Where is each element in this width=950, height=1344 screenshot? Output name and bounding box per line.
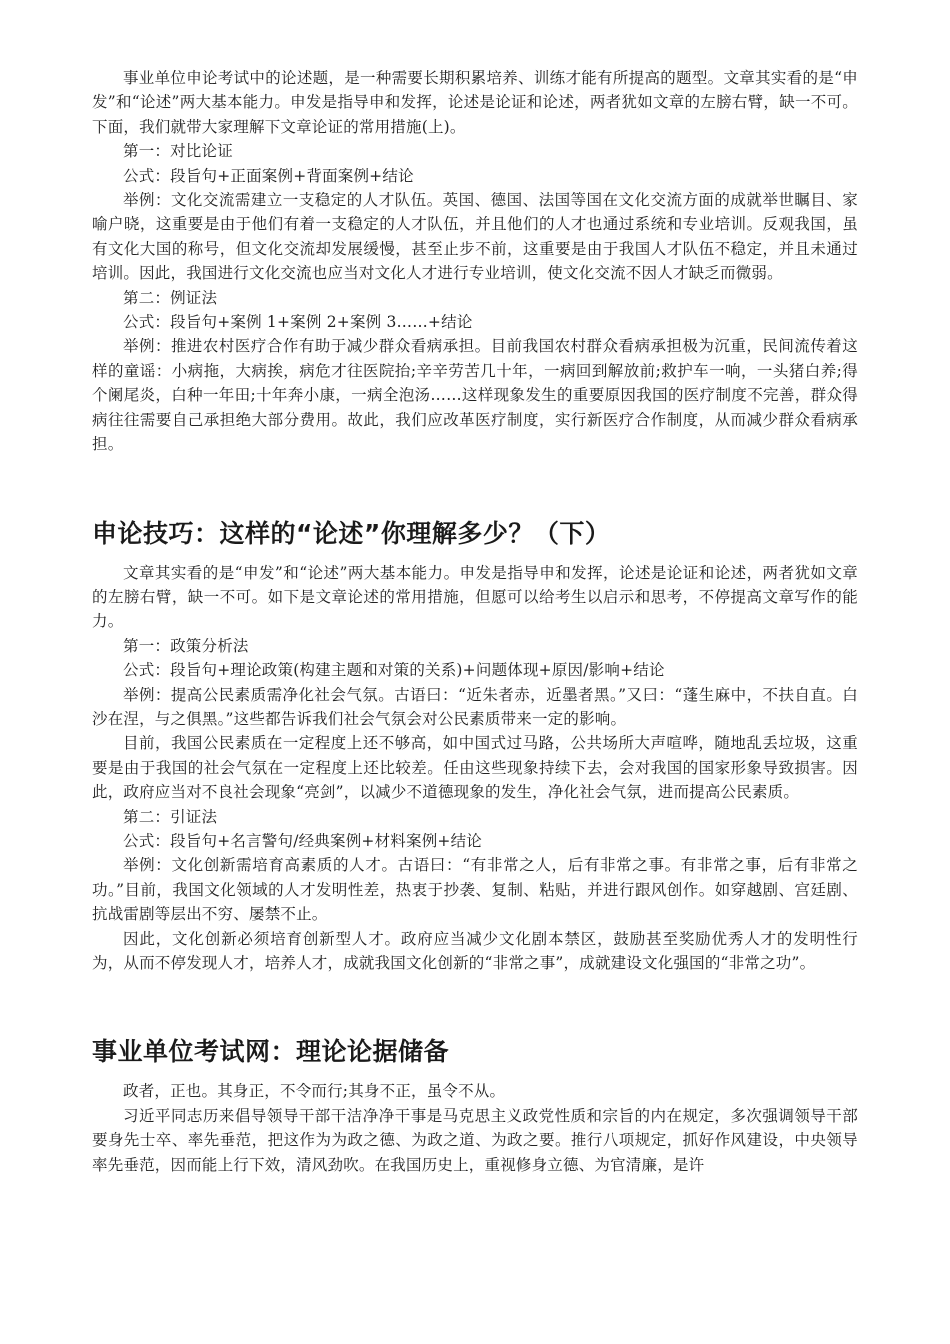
method-formula-citation: 公式：段旨句+名言警句/经典案例+材料案例+结论 — [123, 831, 482, 850]
method-example-contrast: 举例：文化交流需建立一支稳定的人才队伍。英国、德国、法国等国在文化交流方面的成就举世瞩目、家喻户晓，这重要是由于他们有着一支稳定的人才队伍，并且他们的人才也通过系统和专业培训。反观我国，虽有文化大国的称号，但文化交流却发展缓慢，甚至止步不前，这重要是由于我国人才队伍不稳定，并且未通过培训。因此，我国进行文化交流也应当对文化人才进行专业培训，使文化交流不因人才缺乏而微弱。 — [92, 191, 858, 283]
intro-paragraph: 事业单位申论考试中的论述题，是一种需要长期积累培养、训练才能有所提高的题型。文章其实看的是“申发”和“论述”两大基本能力。申发是指导申和发挥，论述是论证和论述，两者犹如文章的左膀右臂，缺一不可。下面，我们就带大家理解下文章论证的常用措施(上)。 — [92, 69, 858, 136]
method-example-policy: 举例：提高公民素质需净化社会气氛。古语曰：“近朱者赤，近墨者黑。”又曰：“蓬生麻中，不扶自直。白沙在涅，与之俱黑。”这些都告诉我们社会气氛会对公民素质带来一定的影响。 — [92, 685, 858, 728]
method-title-contrast: 第一：对比论证 — [123, 142, 233, 161]
section-heading-part3: 事业单位考试网：理论论据储备 — [92, 1037, 450, 1067]
section-theory-evidence — [92, 1079, 858, 1177]
method-formula-example: 公式：段旨句+案例 1+案例 2+案例 3……+结论 — [123, 313, 473, 332]
body-paragraph: 习近平同志历来倡导领导干部干洁净净干事是马克思主义政党性质和宗旨的内在规定，多次强调领导干部要身先士卒、率先垂范，把这作为为政之德、为政之道、为政之要。推行八项规定，抓好作风建设，中央领导率先垂范，因而能上行下效，清风劲吹。在我国历史上，重视修身立德、为官清廉，是许 — [92, 1106, 858, 1174]
method-formula-policy: 公式：段旨句+理论政策(构建主题和对策的关系)+问题体现+原因/影响+结论 — [123, 661, 665, 680]
method-example-citation-continued: 因此，文化创新必须培育创新型人才。政府应当减少文化剧本禁区，鼓励甚至奖励优秀人才的发明性行为，从而不停发现人才，培养人才，成就我国文化创新的“非常之事”，成就建设文化强国的“非常之功”。 — [92, 929, 858, 972]
quote-paragraph: 政者，正也。其身正，不令而行;其身不正，虽令不从。 — [123, 1082, 506, 1101]
method-example-example: 举例：推进农村医疗合作有助于减少群众看病承担。目前我国农村群众看病承担极为沉重，民间流传着这样的童谣：小病拖，大病挨，病危才往医院抬;辛辛劳苦几十年，一病回到解放前;救护车一响，一头猪白养;得个阑尾炎，白种一年田;十年奔小康，一病全泡汤……这样现象发生的重要原因我国的医疗制度不完善，群众得病往往需要自己承担绝大部分费用。故此，我们应改革医疗制度，实行新医疗合作制度，从而减少群众看病承担。 — [92, 337, 858, 454]
method-title-example: 第二：例证法 — [123, 288, 218, 307]
method-formula-contrast: 公式：段旨句+正面案例+背面案例+结论 — [123, 166, 414, 185]
method-example-citation: 举例：文化创新需培育高素质的人才。古语曰：“有非常之人，后有非常之事。有非常之事，后有非常之功。”目前，我国文化领域的人才发明性差，热衷于抄袭、复制、粘贴，并进行跟风创作。如穿越剧、宫廷剧、抗战雷剧等层出不穷、屡禁不止。 — [92, 856, 858, 924]
method-example-policy-continued: 目前，我国公民素质在一定程度上还不够高，如中国式过马路，公共场所大声喧哗，随地乱丢垃圾，这重要是由于我国的社会气氛在一定程度上还比较差。任由这些现象持续下去，会对我国的国家形象导致损害。因此，政府应当对不良社会现象“亮剑”，以减少不道德现象的发生，净化社会气氛，进而提高公民素质。 — [92, 734, 858, 802]
section-heading-part2: 申论技巧：这样的“论述”你理解多少？（下） — [92, 518, 611, 548]
method-title-citation: 第二：引证法 — [123, 807, 218, 826]
method-title-policy: 第一：政策分析法 — [123, 636, 249, 655]
section-essay-methods-part2 — [92, 561, 858, 976]
intro-paragraph: 文章其实看的是“申发”和“论述”两大基本能力。申发是指导申和发挥，论述是论证和论述，两者犹如文章的左膀右臂，缺一不可。如下是文章论述的常用措施，但愿可以给考生以启示和思考，不停提高文章写作的能力。 — [92, 563, 858, 631]
section-essay-methods-part1 — [92, 66, 858, 457]
document-page — [92, 66, 858, 1177]
